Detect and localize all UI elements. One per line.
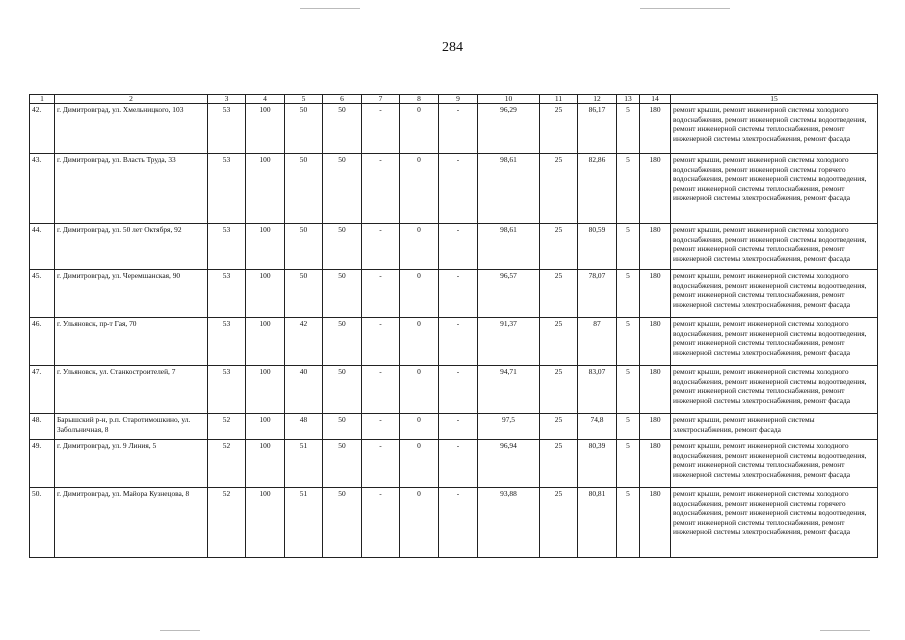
header-row bbox=[30, 95, 878, 104]
value-cell: 80,59 bbox=[578, 224, 617, 270]
row-number: 49. bbox=[30, 440, 55, 488]
value-cell: 100 bbox=[246, 224, 285, 270]
column-header: 15 bbox=[671, 95, 878, 104]
value-cell: - bbox=[362, 414, 400, 440]
works-cell: ремонт крыши, ремонт инженерной системы холодного водоснабжения, ремонт инженерной системы водоотведения, ремонт инженерной системы теплоснабжения, ремонт инженерной системы электроснабжения, ремонт фасада bbox=[671, 366, 878, 414]
value-cell: 5 bbox=[617, 270, 640, 318]
column-header: 1 bbox=[30, 95, 55, 104]
value-cell: 0 bbox=[400, 318, 439, 366]
value-cell: 52 bbox=[208, 414, 246, 440]
table-row bbox=[30, 224, 878, 270]
value-cell: 91,37 bbox=[478, 318, 540, 366]
value-cell: 93,88 bbox=[478, 488, 540, 558]
value-cell: 53 bbox=[208, 318, 246, 366]
value-cell: 0 bbox=[400, 488, 439, 558]
value-cell: - bbox=[439, 414, 478, 440]
scan-mark bbox=[300, 8, 360, 9]
value-cell: 74,8 bbox=[578, 414, 617, 440]
value-cell: 100 bbox=[246, 488, 285, 558]
value-cell: 25 bbox=[540, 104, 578, 154]
column-header: 7 bbox=[362, 95, 400, 104]
value-cell: 180 bbox=[640, 488, 671, 558]
value-cell: 53 bbox=[208, 224, 246, 270]
value-cell: 53 bbox=[208, 104, 246, 154]
column-header: 3 bbox=[208, 95, 246, 104]
value-cell: 5 bbox=[617, 488, 640, 558]
page-number: 284 bbox=[442, 40, 463, 55]
value-cell: - bbox=[362, 104, 400, 154]
value-cell: 50 bbox=[323, 440, 362, 488]
value-cell: 0 bbox=[400, 414, 439, 440]
value-cell: 100 bbox=[246, 270, 285, 318]
value-cell: 98,61 bbox=[478, 154, 540, 224]
table-row bbox=[30, 270, 878, 318]
value-cell: 83,07 bbox=[578, 366, 617, 414]
scan-mark bbox=[640, 8, 730, 9]
value-cell: 25 bbox=[540, 414, 578, 440]
value-cell: 50 bbox=[285, 154, 323, 224]
address-cell: г. Димитровград, ул. 50 лет Октября, 92 bbox=[55, 224, 208, 270]
value-cell: 51 bbox=[285, 440, 323, 488]
value-cell: 53 bbox=[208, 270, 246, 318]
table-row bbox=[30, 104, 878, 154]
value-cell: 25 bbox=[540, 366, 578, 414]
value-cell: - bbox=[439, 154, 478, 224]
table-row bbox=[30, 318, 878, 366]
value-cell: 48 bbox=[285, 414, 323, 440]
row-number: 47. bbox=[30, 366, 55, 414]
column-header: 14 bbox=[640, 95, 671, 104]
value-cell: 50 bbox=[285, 224, 323, 270]
column-header: 9 bbox=[439, 95, 478, 104]
table-row bbox=[30, 366, 878, 414]
works-cell: ремонт крыши, ремонт инженерной системы холодного водоснабжения, ремонт инженерной системы водоотведения, ремонт инженерной системы теплоснабжения, ремонт инженерной системы электроснабжения, ремонт фасада bbox=[671, 224, 878, 270]
scan-mark bbox=[820, 630, 870, 631]
column-header: 4 bbox=[246, 95, 285, 104]
value-cell: 53 bbox=[208, 154, 246, 224]
address-cell: г. Ульяновск, ул. Станкостроителей, 7 bbox=[55, 366, 208, 414]
value-cell: 82,86 bbox=[578, 154, 617, 224]
value-cell: 180 bbox=[640, 224, 671, 270]
works-cell: ремонт крыши, ремонт инженерной системы холодного водоснабжения, ремонт инженерной системы горячего водоснабжения, ремонт инженерной системы водоотведения, ремонт инженерной системы теплоснабжения, ремонт инженерной системы электроснабжения, ремонт фасада bbox=[671, 488, 878, 558]
value-cell: 50 bbox=[323, 318, 362, 366]
works-cell: ремонт крыши, ремонт инженерной системы холодного водоснабжения, ремонт инженерной системы водоотведения, ремонт инженерной системы теплоснабжения, ремонт инженерной системы электроснабжения, ремонт фасада bbox=[671, 440, 878, 488]
value-cell: - bbox=[362, 154, 400, 224]
value-cell: 0 bbox=[400, 104, 439, 154]
works-cell: ремонт крыши, ремонт инженерной системы холодного водоснабжения, ремонт инженерной системы водоотведения, ремонт инженерной системы теплоснабжения, ремонт инженерной системы электроснабжения, ремонт фасада bbox=[671, 104, 878, 154]
value-cell: 52 bbox=[208, 488, 246, 558]
value-cell: 180 bbox=[640, 440, 671, 488]
value-cell: 5 bbox=[617, 224, 640, 270]
value-cell: 80,81 bbox=[578, 488, 617, 558]
value-cell: 25 bbox=[540, 154, 578, 224]
value-cell: - bbox=[439, 488, 478, 558]
value-cell: - bbox=[362, 318, 400, 366]
value-cell: 98,61 bbox=[478, 224, 540, 270]
row-number: 50. bbox=[30, 488, 55, 558]
value-cell: 100 bbox=[246, 318, 285, 366]
value-cell: 180 bbox=[640, 270, 671, 318]
column-header: 10 bbox=[478, 95, 540, 104]
value-cell: 100 bbox=[246, 154, 285, 224]
address-cell: г. Димитровград, ул. Черемшанская, 90 bbox=[55, 270, 208, 318]
address-cell: г. Димитровград, ул. Власть Труда, 33 bbox=[55, 154, 208, 224]
value-cell: 97,5 bbox=[478, 414, 540, 440]
value-cell: 100 bbox=[246, 104, 285, 154]
value-cell: 42 bbox=[285, 318, 323, 366]
value-cell: 0 bbox=[400, 440, 439, 488]
scan-mark bbox=[160, 630, 200, 631]
address-cell: г. Ульяновск, пр-т Гая, 70 bbox=[55, 318, 208, 366]
column-header: 12 bbox=[578, 95, 617, 104]
value-cell: 180 bbox=[640, 154, 671, 224]
value-cell: 96,57 bbox=[478, 270, 540, 318]
value-cell: - bbox=[439, 224, 478, 270]
value-cell: 25 bbox=[540, 440, 578, 488]
value-cell: 0 bbox=[400, 154, 439, 224]
value-cell: 51 bbox=[285, 488, 323, 558]
table-row bbox=[30, 154, 878, 224]
value-cell: - bbox=[362, 488, 400, 558]
works-cell: ремонт крыши, ремонт инженерной системы холодного водоснабжения, ремонт инженерной системы водоотведения, ремонт инженерной системы теплоснабжения, ремонт инженерной системы электроснабжения, ремонт фасада bbox=[671, 270, 878, 318]
works-cell: ремонт крыши, ремонт инженерной системы холодного водоснабжения, ремонт инженерной системы водоотведения, ремонт инженерной системы теплоснабжения, ремонт инженерной системы электроснабжения, ремонт фасада bbox=[671, 318, 878, 366]
column-header: 11 bbox=[540, 95, 578, 104]
value-cell: - bbox=[439, 104, 478, 154]
value-cell: 50 bbox=[323, 414, 362, 440]
value-cell: 96,94 bbox=[478, 440, 540, 488]
value-cell: 78,07 bbox=[578, 270, 617, 318]
value-cell: 50 bbox=[323, 366, 362, 414]
value-cell: 50 bbox=[285, 104, 323, 154]
value-cell: - bbox=[439, 440, 478, 488]
value-cell: - bbox=[362, 366, 400, 414]
value-cell: - bbox=[362, 270, 400, 318]
value-cell: 5 bbox=[617, 154, 640, 224]
value-cell: 50 bbox=[323, 154, 362, 224]
column-header: 5 bbox=[285, 95, 323, 104]
value-cell: 50 bbox=[323, 224, 362, 270]
table-row bbox=[30, 414, 878, 440]
value-cell: 5 bbox=[617, 104, 640, 154]
value-cell: 96,29 bbox=[478, 104, 540, 154]
address-cell: г. Димитровград, ул. Майора Кузнецова, 8 bbox=[55, 488, 208, 558]
value-cell: 50 bbox=[323, 104, 362, 154]
value-cell: - bbox=[439, 318, 478, 366]
value-cell: 180 bbox=[640, 366, 671, 414]
value-cell: 25 bbox=[540, 488, 578, 558]
works-cell: ремонт крыши, ремонт инженерной системы холодного водоснабжения, ремонт инженерной системы горячего водоснабжения, ремонт инженерной системы водоотведения, ремонт инженерной системы теплоснабжения, ремонт инженерной системы электроснабжения, ремонт фасада bbox=[671, 154, 878, 224]
value-cell: 25 bbox=[540, 224, 578, 270]
value-cell: 50 bbox=[323, 270, 362, 318]
value-cell: 5 bbox=[617, 366, 640, 414]
address-cell: г. Димитровград, ул. 9 Линия, 5 bbox=[55, 440, 208, 488]
value-cell: 25 bbox=[540, 318, 578, 366]
value-cell: 5 bbox=[617, 440, 640, 488]
row-number: 45. bbox=[30, 270, 55, 318]
value-cell: 86,17 bbox=[578, 104, 617, 154]
value-cell: 100 bbox=[246, 440, 285, 488]
value-cell: 180 bbox=[640, 104, 671, 154]
value-cell: 80,39 bbox=[578, 440, 617, 488]
value-cell: 50 bbox=[323, 488, 362, 558]
value-cell: 100 bbox=[246, 366, 285, 414]
value-cell: 50 bbox=[285, 270, 323, 318]
value-cell: 94,71 bbox=[478, 366, 540, 414]
value-cell: - bbox=[362, 440, 400, 488]
value-cell: 180 bbox=[640, 414, 671, 440]
row-number: 42. bbox=[30, 104, 55, 154]
row-number: 48. bbox=[30, 414, 55, 440]
row-number: 43. bbox=[30, 154, 55, 224]
table-row bbox=[30, 488, 878, 558]
value-cell: 5 bbox=[617, 414, 640, 440]
row-number: 44. bbox=[30, 224, 55, 270]
value-cell: 180 bbox=[640, 318, 671, 366]
value-cell: 40 bbox=[285, 366, 323, 414]
value-cell: - bbox=[439, 366, 478, 414]
value-cell: 53 bbox=[208, 366, 246, 414]
value-cell: 100 bbox=[246, 414, 285, 440]
column-header: 8 bbox=[400, 95, 439, 104]
column-header: 13 bbox=[617, 95, 640, 104]
value-cell: - bbox=[362, 224, 400, 270]
row-number: 46. bbox=[30, 318, 55, 366]
works-cell: ремонт крыши, ремонт инженерной системы электроснабжения, ремонт фасада bbox=[671, 414, 878, 440]
column-header: 6 bbox=[323, 95, 362, 104]
value-cell: 0 bbox=[400, 366, 439, 414]
address-cell: г. Димитровград, ул. Хмельницкого, 103 bbox=[55, 104, 208, 154]
value-cell: 87 bbox=[578, 318, 617, 366]
address-cell: Барышский р-н, р.п. Старотимошкино, ул. Заболъничная, 8 bbox=[55, 414, 208, 440]
repair-program-table bbox=[29, 94, 878, 558]
value-cell: 25 bbox=[540, 270, 578, 318]
value-cell: - bbox=[439, 270, 478, 318]
table-row bbox=[30, 440, 878, 488]
value-cell: 0 bbox=[400, 224, 439, 270]
value-cell: 52 bbox=[208, 440, 246, 488]
value-cell: 0 bbox=[400, 270, 439, 318]
column-header: 2 bbox=[55, 95, 208, 104]
value-cell: 5 bbox=[617, 318, 640, 366]
